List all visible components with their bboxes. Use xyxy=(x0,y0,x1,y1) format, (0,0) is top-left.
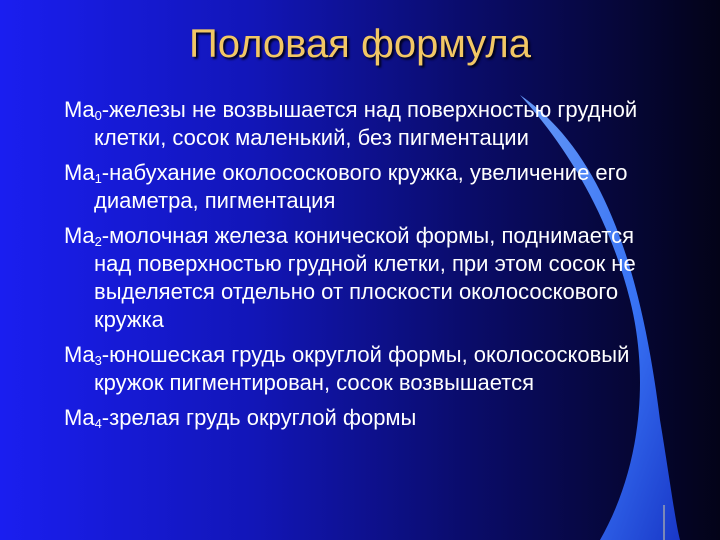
item-prefix: Ma xyxy=(64,223,95,248)
item-text: -юношеская грудь округлой формы, околососковый кружок пигментирован, сосок возвышается xyxy=(94,342,630,395)
slide-title: Половая формула xyxy=(188,22,532,66)
item-subscript: 4 xyxy=(94,416,102,431)
item-subscript: 1 xyxy=(94,171,102,186)
item-prefix: Ma xyxy=(64,160,95,185)
item-prefix: Ma xyxy=(64,405,95,430)
list-item xyxy=(64,222,664,334)
list-item xyxy=(64,341,664,397)
list-item xyxy=(64,404,664,432)
item-prefix: Ma xyxy=(64,342,95,367)
item-prefix: Ma xyxy=(64,97,95,122)
item-text: -железы не возвышается над поверхностью грудной клетки, сосок маленький, без пигментации xyxy=(94,97,638,150)
item-text: -молочная железа конической формы, поднимается над поверхностью грудной клетки, при этом сосок не выделяется отдельно от плоскости околососкового кружка xyxy=(94,223,636,332)
item-text: -зрелая грудь округлой формы xyxy=(101,405,417,430)
list-item xyxy=(64,159,664,215)
list-item xyxy=(64,96,664,152)
item-subscript: 2 xyxy=(94,234,102,249)
item-text: -набухание околососкового кружка, увеличение его диаметра, пигментация xyxy=(94,160,628,213)
item-subscript: 0 xyxy=(94,108,102,123)
item-subscript: 3 xyxy=(94,353,102,368)
definition-list xyxy=(64,96,664,439)
